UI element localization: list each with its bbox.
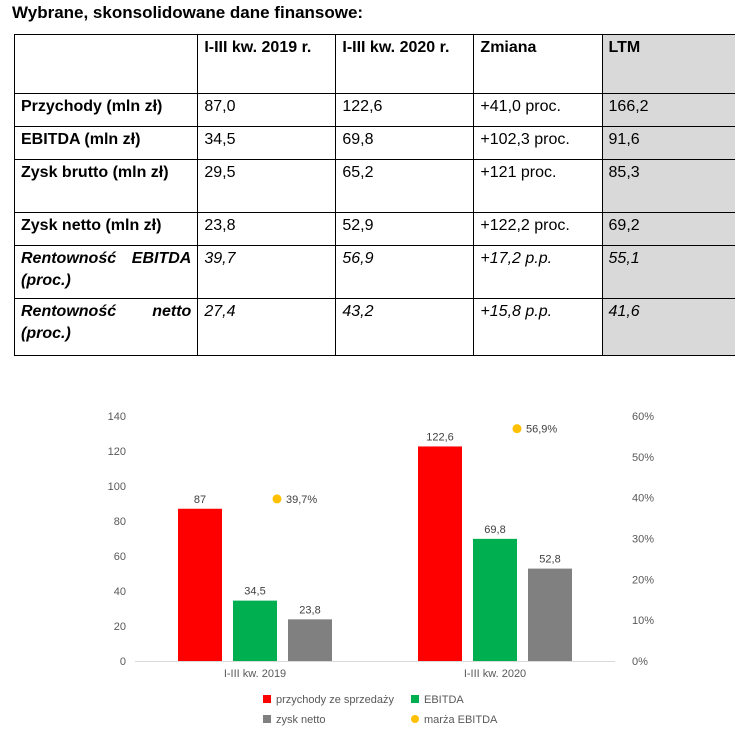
- financial-table: [14, 34, 735, 356]
- legend-label: przychody ze sprzedaży: [276, 694, 394, 706]
- legend-swatch: [411, 715, 419, 723]
- bar-data-label: 69,8: [484, 523, 506, 536]
- cell-change: +41,0 proc.: [474, 94, 602, 127]
- legend-swatch: [263, 695, 271, 703]
- margin-data-label: 56,9%: [526, 423, 558, 436]
- y-left-tick-label: 100: [107, 481, 126, 493]
- row-label: Zysk brutto (mln zł): [15, 160, 198, 213]
- cell-ltm: 85,3: [602, 160, 735, 213]
- header-cell-ltm: LTM: [602, 35, 735, 94]
- cell-2020: 43,2: [336, 299, 474, 356]
- bar: [233, 601, 277, 661]
- cell-2019: 29,5: [198, 160, 336, 213]
- bar-data-label: 52,8: [539, 553, 561, 566]
- y-left-tick-label: 120: [107, 446, 126, 458]
- cell-2020: 56,9: [336, 246, 474, 299]
- y-left-tick-label: 140: [107, 411, 126, 423]
- cell-ltm: 69,2: [602, 213, 735, 246]
- header-cell-empty: [15, 35, 198, 94]
- y-left-tick-label: 20: [113, 621, 126, 633]
- cell-change: +122,2 proc.: [474, 213, 602, 246]
- bar-data-label: 34,5: [244, 585, 266, 598]
- cell-ltm: 91,6: [602, 127, 735, 160]
- table-row: [15, 127, 735, 160]
- cell-2020: 122,6: [336, 94, 474, 127]
- bar-data-label: 122,6: [426, 431, 454, 444]
- bar: [178, 509, 222, 661]
- y-left-tick-label: 80: [113, 516, 126, 528]
- table-row: [15, 299, 735, 356]
- table-row: [15, 246, 735, 299]
- cell-2019: 34,5: [198, 127, 336, 160]
- table-row: [15, 94, 735, 127]
- page-title: Wybrane, skonsolidowane dane finansowe:: [12, 3, 364, 22]
- margin-point: [513, 424, 522, 433]
- cell-2020: 69,8: [336, 127, 474, 160]
- cell-ltm: 166,2: [602, 94, 735, 127]
- bar-data-label: 87: [193, 493, 207, 506]
- row-label: EBITDA (mln zł): [15, 127, 198, 160]
- financial-bar-chart: [0, 400, 735, 742]
- cell-change: +15,8 p.p.: [474, 299, 602, 356]
- x-category-label: I-III kw. 2020: [463, 668, 527, 680]
- legend-swatch: [411, 695, 419, 703]
- y-right-tick-label: 10%: [632, 615, 655, 628]
- cell-2020: 52,9: [336, 213, 474, 246]
- cell-2019: 23,8: [198, 213, 336, 246]
- cell-2019: 27,4: [198, 299, 336, 356]
- cell-change: +102,3 proc.: [474, 127, 602, 160]
- y-right-tick-label: 20%: [632, 574, 655, 587]
- row-label: Przychody (mln zł): [15, 94, 198, 127]
- cell-ltm: 41,6: [602, 299, 735, 356]
- y-left-tick-label: 0: [119, 656, 126, 668]
- y-right-tick-label: 30%: [632, 533, 655, 546]
- legend-label: zysk netto: [276, 714, 326, 726]
- legend-label: EBITDA: [424, 694, 464, 706]
- bar: [288, 619, 332, 661]
- cell-ltm: 55,1: [602, 246, 735, 299]
- legend-swatch: [263, 715, 271, 723]
- y-left-tick-label: 40: [113, 586, 126, 598]
- bar-data-label: 23,8: [299, 604, 321, 617]
- cell-change: +17,2 p.p.: [474, 246, 602, 299]
- cell-2019: 39,7: [198, 246, 336, 299]
- y-right-tick-label: 60%: [632, 411, 655, 423]
- cell-change: +121 proc.: [474, 160, 602, 213]
- margin-data-label: 39,7%: [286, 493, 318, 506]
- cell-2020: 65,2: [336, 160, 474, 213]
- row-label: Zysk netto (mln zł): [15, 213, 198, 246]
- cell-2019: 87,0: [198, 94, 336, 127]
- header-cell-2020: I-III kw. 2020 r.: [336, 35, 474, 94]
- margin-point: [273, 494, 282, 503]
- table-header-row: [15, 35, 735, 94]
- x-category-label: I-III kw. 2019: [223, 668, 287, 680]
- y-left-tick-label: 60: [113, 551, 126, 563]
- legend-label: marża EBITDA: [424, 714, 498, 726]
- bar: [473, 539, 517, 661]
- y-right-tick-label: 0%: [632, 656, 648, 668]
- table-row: [15, 213, 735, 246]
- row-label: Rentowność netto (proc.): [15, 299, 198, 356]
- table-row: [15, 160, 735, 213]
- bar: [418, 446, 462, 661]
- bar: [528, 569, 572, 661]
- header-cell-2019: I-III kw. 2019 r.: [198, 35, 336, 94]
- row-label: Rentowność EBITDA (proc.): [15, 246, 198, 299]
- y-right-tick-label: 40%: [632, 492, 655, 505]
- header-cell-change: Zmiana: [474, 35, 602, 94]
- y-right-tick-label: 50%: [632, 451, 655, 464]
